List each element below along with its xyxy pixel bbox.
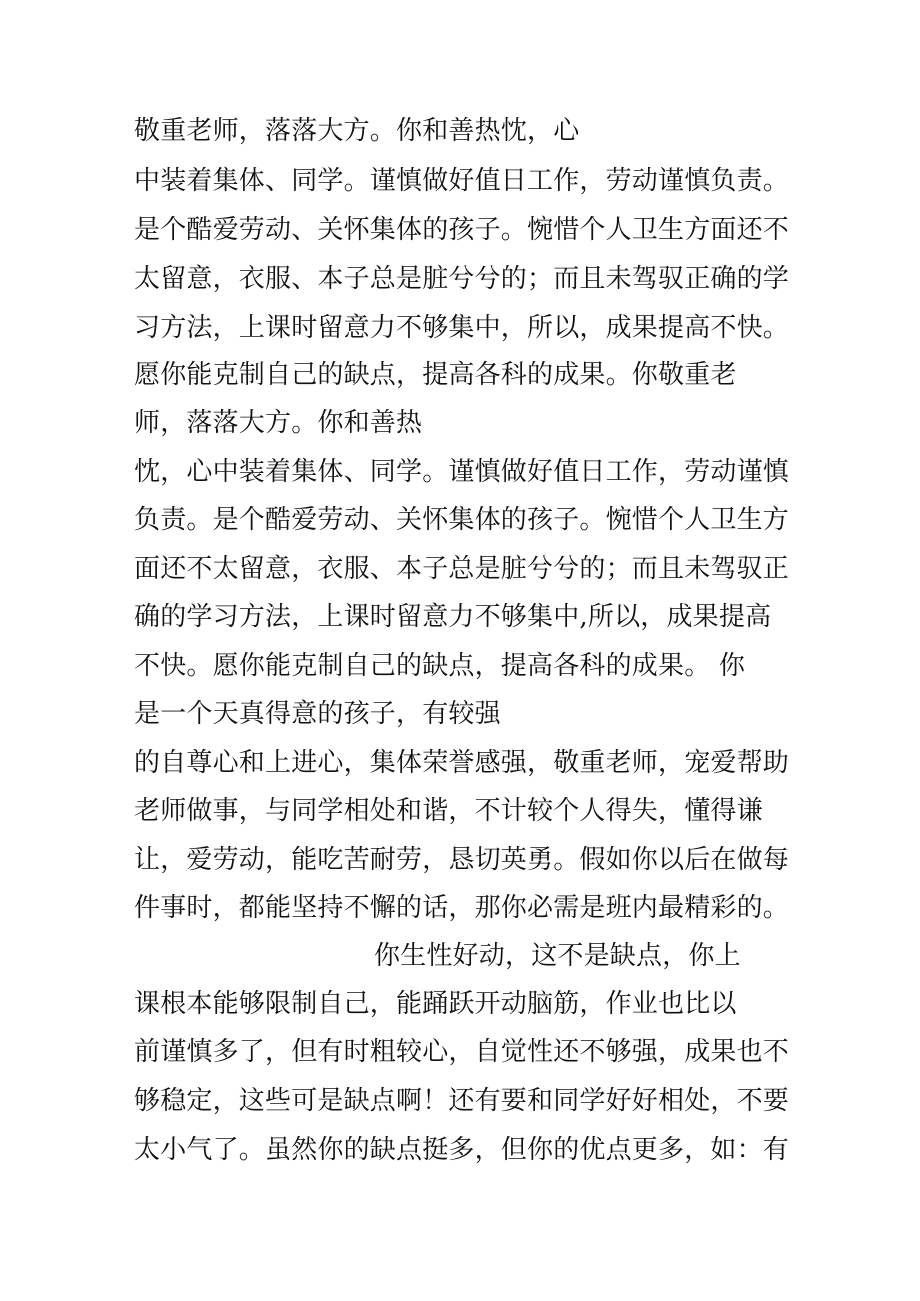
text-line: 的自尊心和上进心，集体荣誉感强，敬重老师，宠爱帮助 bbox=[134, 748, 790, 778]
text-line: 中装着集体、同学。谨慎做好值日工作，劳动谨慎负责。 bbox=[134, 166, 790, 196]
text-line: 件事时，都能坚持不懈的话，那你必需是班内最精彩的。 bbox=[134, 893, 790, 923]
text-line: 你生性好动，这不是缺点，你上 bbox=[374, 941, 741, 971]
text-line: 敬重老师，落落大方。你和善热忱，心 bbox=[134, 116, 580, 146]
text-line: 是一个天真得意的孩子，有较强 bbox=[134, 699, 501, 729]
text-line: 不快。愿你能克制自己的缺点，提高各科的成果。 你 bbox=[134, 651, 746, 681]
text-line: 师，落落大方。你和善热 bbox=[134, 408, 423, 438]
text-line: 面还不太留意，衣服、本子总是脏兮兮的；而且未驾驭正 bbox=[134, 554, 790, 584]
text-line: 够稳定，这些可是缺点啊！还有要和同学好好相处，不要 bbox=[134, 1086, 790, 1116]
text-line: 课根本能够限制自己，能踊跃开动脑筋，作业也比以 bbox=[134, 989, 737, 1019]
text-line: 是个酷爱劳动、关怀集体的孩子。惋惜个人卫生方面还不 bbox=[134, 215, 790, 245]
text-line: 让，爱劳动，能吃苦耐劳，恳切英勇。假如你以后在做每 bbox=[134, 845, 790, 875]
text-line: 确的学习方法，上课时留意力不够集中,所以，成果提高 bbox=[134, 602, 772, 632]
text-line: 习方法，上课时留意力不够集中，所以，成果提高不快。 bbox=[134, 313, 790, 343]
text-line: 太留意，衣服、本子总是脏兮兮的；而且未驾驭正确的学 bbox=[134, 264, 790, 294]
text-line: 愿你能克制自己的缺点，提高各科的成果。你敬重老 bbox=[134, 360, 737, 390]
text-line: 负责。是个酷爱劳动、关怀集体的孩子。惋惜个人卫生方 bbox=[134, 505, 790, 535]
text-line: 前谨慎多了，但有时粗较心，自觉性还不够强，成果也不 bbox=[134, 1037, 790, 1067]
text-line: 忱，心中装着集体、同学。谨慎做好值日工作，劳动谨慎 bbox=[134, 457, 790, 487]
text-line: 老师做事，与同学相处和谐，不计较个人得失，懂得谦 bbox=[134, 796, 763, 826]
text-line: 太小气了。虽然你的缺点挺多，但你的优点更多，如：有 bbox=[134, 1135, 790, 1165]
